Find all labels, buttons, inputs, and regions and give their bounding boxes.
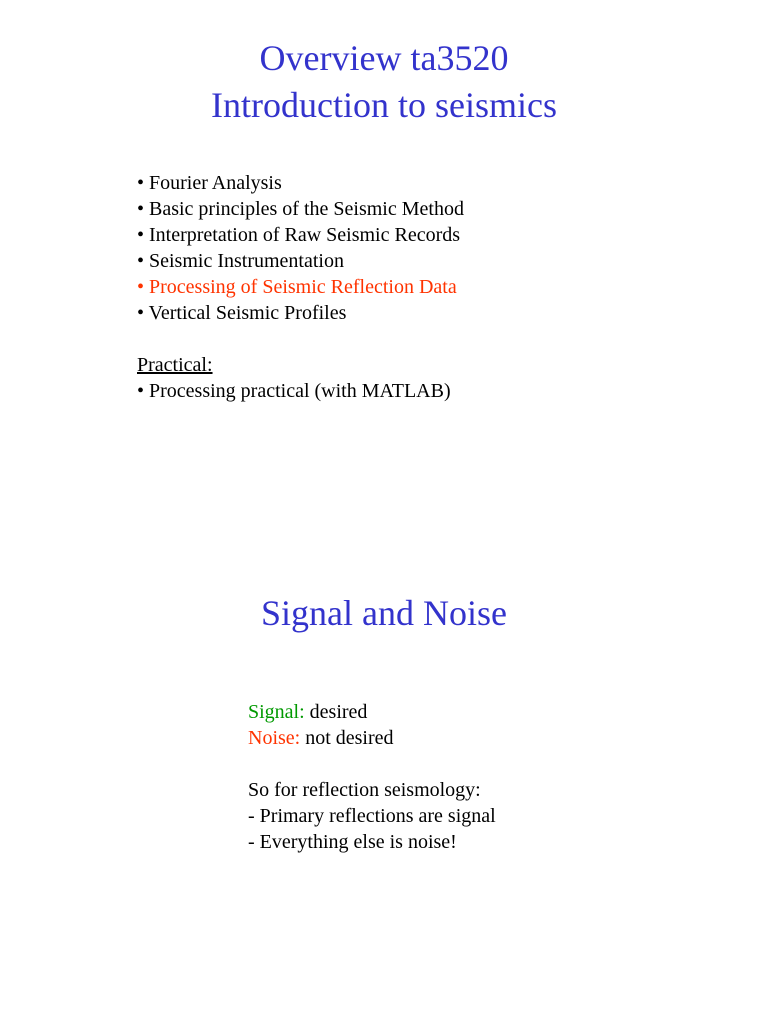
spacer bbox=[248, 751, 496, 777]
practical-item: • Processing practical (with MATLAB) bbox=[137, 380, 451, 402]
noise-label: Noise: bbox=[248, 727, 301, 749]
signal-label: Signal: bbox=[248, 701, 305, 723]
list-item-highlighted: • Processing of Seismic Reflection Data bbox=[137, 276, 457, 298]
list-item: • Interpretation of Raw Seismic Records bbox=[137, 224, 461, 246]
lead-in-text: So for reflection seismology: bbox=[248, 779, 481, 801]
title-line-introduction: Introduction to seismics bbox=[211, 85, 557, 125]
slide-title bbox=[0, 590, 768, 637]
noise-value: not desired bbox=[300, 727, 394, 749]
list-item: • Seismic Instrumentation bbox=[137, 250, 344, 272]
list-item: • Basic principles of the Seismic Method bbox=[137, 198, 464, 220]
list-item: • Fourier Analysis bbox=[137, 172, 282, 194]
list-item: • Vertical Seismic Profiles bbox=[137, 302, 347, 324]
definition-block bbox=[248, 699, 496, 855]
title-line-overview: Overview ta3520 bbox=[259, 38, 509, 78]
signal-value: desired bbox=[304, 701, 368, 723]
practical-heading: Practical: bbox=[137, 354, 213, 376]
point-item: - Everything else is noise! bbox=[248, 831, 457, 853]
point-item: - Primary reflections are signal bbox=[248, 805, 496, 827]
slide-signal-and-noise bbox=[0, 512, 768, 1024]
title-signal-and-noise: Signal and Noise bbox=[261, 593, 507, 633]
slide-title bbox=[0, 35, 768, 129]
topic-list bbox=[137, 170, 464, 404]
signal-definition bbox=[248, 699, 496, 725]
spacer bbox=[137, 326, 464, 352]
noise-definition bbox=[248, 725, 496, 751]
